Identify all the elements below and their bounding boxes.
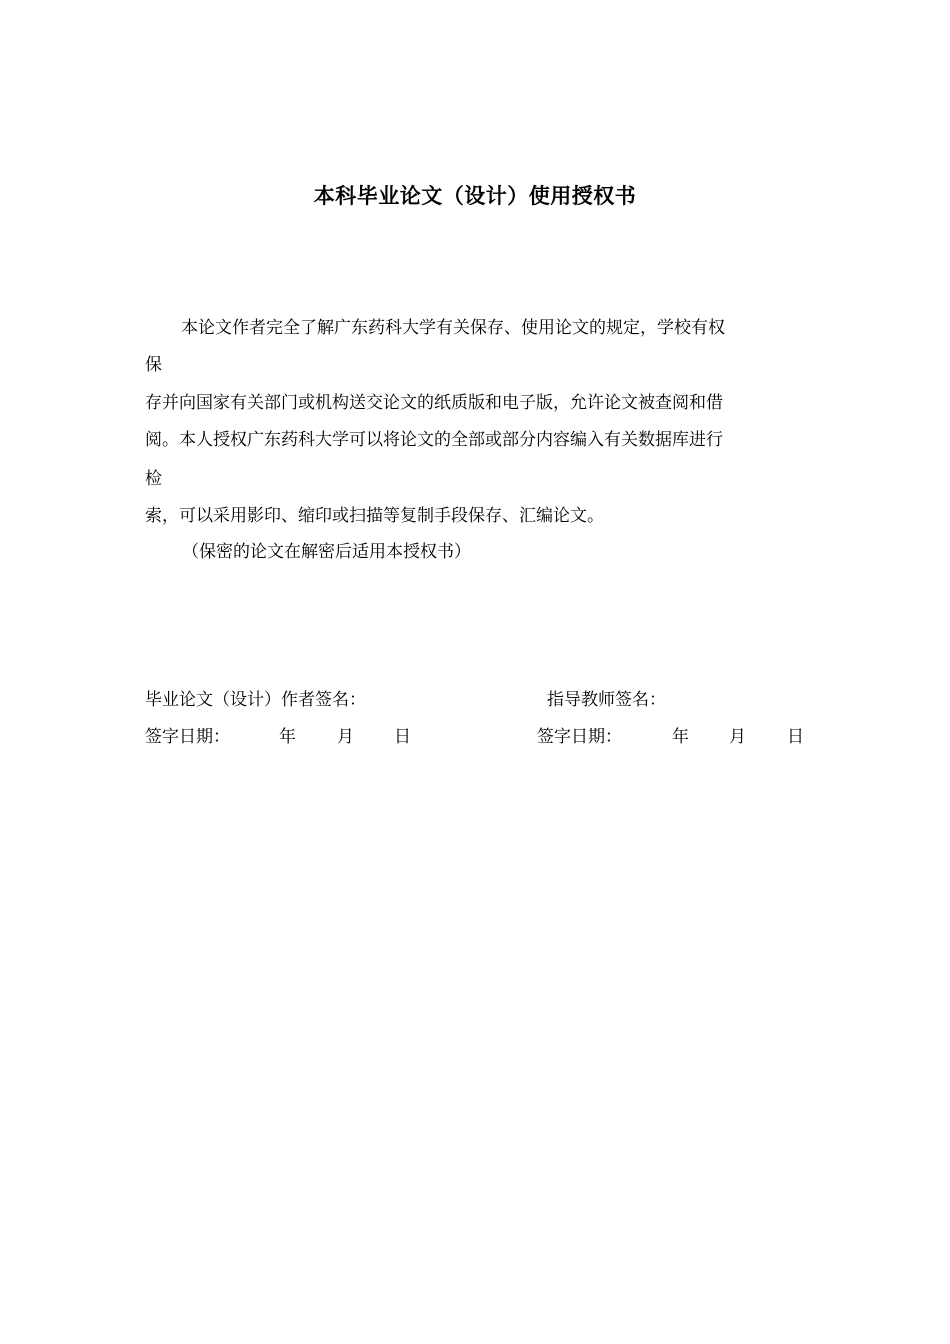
- author-date-label: 签字日期：: [145, 727, 230, 747]
- advisor-signature-label: 指导教师签名：: [547, 690, 666, 710]
- document-title: 本科毕业论文（设计）使用授权书: [313, 184, 637, 208]
- body-line-1: 本论文作者完全了解广东药科大学有关保存、使用论文的规定，学校有权: [181, 318, 725, 338]
- body-line-3: 存并向国家有关部门或机构送交论文的纸质版和电子版，允许论文被查阅和借: [145, 393, 723, 413]
- body-line-2: 保: [145, 355, 162, 375]
- advisor-date-day: 日: [787, 727, 804, 747]
- body-line-6: 索，可以采用影印、缩印或扫描等复制手段保存、汇编论文。: [145, 506, 604, 526]
- advisor-date-month: 月: [729, 727, 746, 747]
- author-date-day: 日: [394, 727, 411, 747]
- advisor-date-label: 签字日期：: [537, 727, 622, 747]
- author-date-month: 月: [337, 727, 354, 747]
- author-signature-label: 毕业论文（设计）作者签名：: [145, 690, 366, 710]
- body-line-4: 阅。本人授权广东药科大学可以将论文的全部或部分内容编入有关数据库进行: [145, 430, 723, 450]
- author-date-year: 年: [279, 727, 296, 747]
- confidential-note: （保密的论文在解密后适用本授权书）: [182, 542, 471, 562]
- body-line-5: 检: [145, 469, 162, 489]
- advisor-date-year: 年: [672, 727, 689, 747]
